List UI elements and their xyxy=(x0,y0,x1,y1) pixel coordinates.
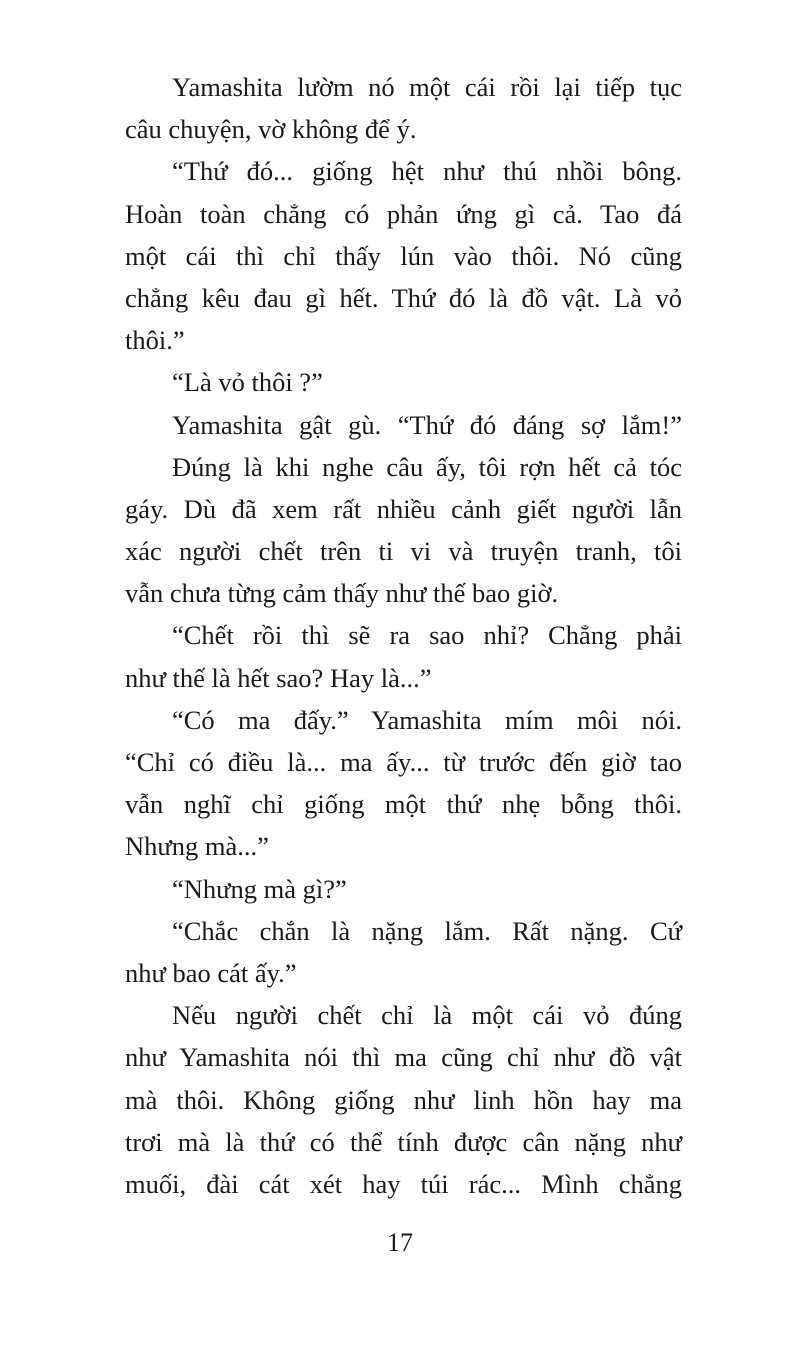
page-number: 17 xyxy=(387,1228,413,1257)
text-line: vẫn nghĩ chỉ giống một thứ nhẹ bỗng thôi. xyxy=(125,789,682,820)
text-line: Hoàn toàn chẳng có phản ứng gì cả. Tao đá xyxy=(125,198,682,229)
text-line: trơi mà là thứ có thể tính được cân nặng như xyxy=(125,1126,682,1157)
text-line: “Có ma đấy.” Yamashita mím môi nói. xyxy=(172,704,682,735)
text-line: như bao cát ấy.” xyxy=(125,957,297,988)
text-line: muối, đài cát xét hay túi rác... Mình chẳng xyxy=(125,1168,682,1199)
text-line: “Nhưng mà gì?” xyxy=(172,873,347,904)
text-line: Đúng là khi nghe câu ấy, tôi rợn hết cả tóc xyxy=(172,451,682,482)
text-line: “Chết rồi thì sẽ ra sao nhỉ? Chẳng phải xyxy=(172,620,682,651)
text-line: một cái thì chỉ thấy lún vào thôi. Nó cũng xyxy=(125,240,682,271)
text-line: vẫn chưa từng cảm thấy như thế bao giờ. xyxy=(125,578,559,609)
text-line: “Chắc chắn là nặng lắm. Rất nặng. Cứ xyxy=(172,915,682,946)
text-line: “Là vỏ thôi ?” xyxy=(172,367,323,398)
text-line: thôi.” xyxy=(125,325,185,356)
text-line: mà thôi. Không giống như linh hồn hay ma xyxy=(125,1084,682,1115)
text-line: Nếu người chết chỉ là một cái vỏ đúng xyxy=(172,1000,682,1031)
body-text xyxy=(125,66,682,1205)
text-line: “Thứ đó... giống hệt như thú nhồi bông. xyxy=(172,156,682,187)
text-line: Yamashita lườm nó một cái rồi lại tiếp tục xyxy=(172,72,682,102)
text-line: như Yamashita nói thì ma cũng chỉ như đồ vật xyxy=(125,1042,682,1073)
text-line: “Chỉ có điều là... ma ấy... từ trước đến giờ tao xyxy=(125,747,682,777)
text-line: như thế là hết sao? Hay là...” xyxy=(125,662,432,693)
text-line: xác người chết trên ti vi và truyện tranh, tôi xyxy=(125,536,682,567)
text-line: Yamashita gật gù. “Thứ đó đáng sợ lắm!” xyxy=(172,409,682,440)
text-line: gáy. Dù đã xem rất nhiều cảnh giết người lẫn xyxy=(125,493,682,524)
text-line: câu chuyện, vờ không để ý. xyxy=(125,114,417,145)
text-line: Nhưng mà...” xyxy=(125,831,269,862)
text-line: chẳng kêu đau gì hết. Thứ đó là đồ vật. Là vỏ xyxy=(125,282,682,313)
